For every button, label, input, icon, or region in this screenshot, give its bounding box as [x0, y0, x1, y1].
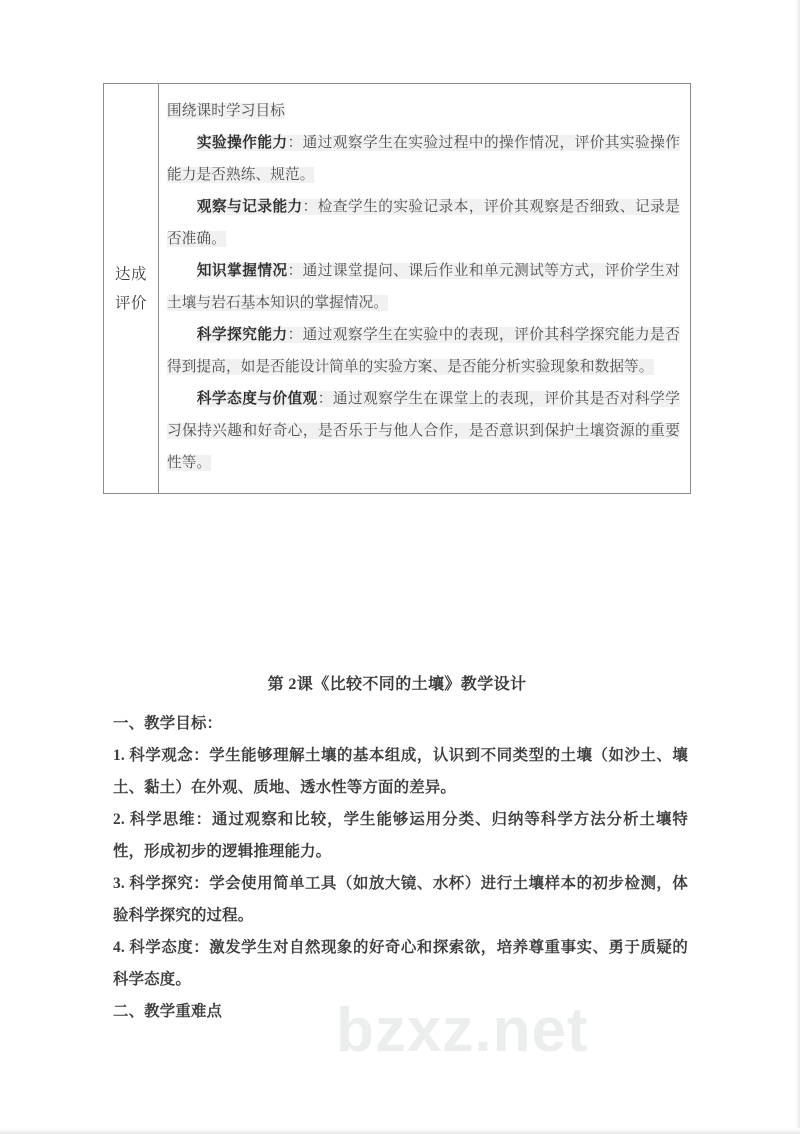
lesson-body — [113, 708, 688, 1028]
table-row — [104, 84, 691, 494]
assessment-item-4-text: 通过观察学生在实验中的表现，评价其科学探究能力是否得到提高，如是否能设计简单的实验方案、是否能分析实验现象和数据等。 — [167, 327, 680, 375]
assessment-item-1-colon: ： — [287, 135, 303, 151]
objective-1: 1. 科学观念：学生能够理解土壤的基本组成，认识到不同类型的土壤（如沙土、壤土、黏土）在外观、质地、透水性等方面的差异。 — [113, 747, 688, 796]
assessment-item-4-term: 科学探究能力 — [196, 327, 288, 343]
assessment-item-3-colon: ： — [287, 263, 303, 279]
section-one-heading: 一、教学目标： — [113, 715, 223, 732]
table-row-content-cell — [159, 84, 691, 494]
assessment-item-3 — [167, 255, 680, 319]
assessment-item-3-text: 通过课堂提问、课后作业和单元测试等方式，评价学生对土壤与岩石基本知识的掌握情况。 — [167, 263, 680, 311]
lesson-title: 第 2课《比较不同的土壤》教学设计 — [267, 676, 527, 693]
assessment-item-5-text: 通过观察学生在课堂上的表现，评价其是否对科学学习保持兴趣和好奇心，是否乐于与他人合作，是否意识到保护土壤资源的重要性等。 — [167, 391, 680, 471]
assessment-item-2-text: 检查学生的实验记录本，评价其观察是否细致、记录是否准确。 — [167, 199, 680, 247]
assessment-item-5-term: 科学态度与价值观 — [196, 391, 318, 407]
assessment-item-4-colon: ： — [287, 327, 303, 343]
assessment-item-1-term: 实验操作能力 — [196, 135, 288, 151]
assessment-item-1-text: 通过观察学生在实验过程中的操作情况，评价其实验操作能力是否熟练、规范。 — [167, 135, 680, 183]
assessment-item-2-term: 观察与记录能力 — [196, 199, 303, 215]
assessment-table — [103, 83, 691, 494]
assessment-item-3-term: 知识掌握情况 — [196, 263, 288, 279]
assessment-item-5-colon: ： — [317, 391, 333, 407]
table-row-label-line-2: 评价 — [114, 294, 147, 312]
page-edge-bottom — [0, 1128, 800, 1134]
watermark: bzxz.net — [336, 996, 589, 1065]
assessment-item-4 — [167, 319, 680, 383]
assessment-intro-text: 围绕课时学习目标 — [167, 103, 285, 119]
assessment-intro — [167, 95, 680, 127]
section-two-heading: 二、教学重难点 — [113, 1003, 223, 1020]
assessment-item-2 — [167, 191, 680, 255]
objective-4: 4. 科学态度：激发学生对自然现象的好奇心和探索欲，培养尊重事实、勇于质疑的科学态度。 — [113, 939, 688, 988]
table-row-label-cell — [104, 84, 159, 494]
assessment-item-5 — [167, 383, 680, 479]
assessment-item-1 — [167, 127, 680, 191]
assessment-item-2-colon: ： — [302, 199, 318, 215]
page-edge-right — [795, 0, 800, 1134]
table-row-label-line-1: 达成 — [114, 265, 147, 283]
objective-3: 3. 科学探究：学会使用简单工具（如放大镜、水杯）进行土壤样本的初步检测，体验科学探究的过程。 — [113, 875, 688, 924]
objective-2: 2. 科学思维：通过观察和比较，学生能够运用分类、归纳等科学方法分析土壤特性，形成初步的逻辑推理能力。 — [113, 811, 688, 860]
